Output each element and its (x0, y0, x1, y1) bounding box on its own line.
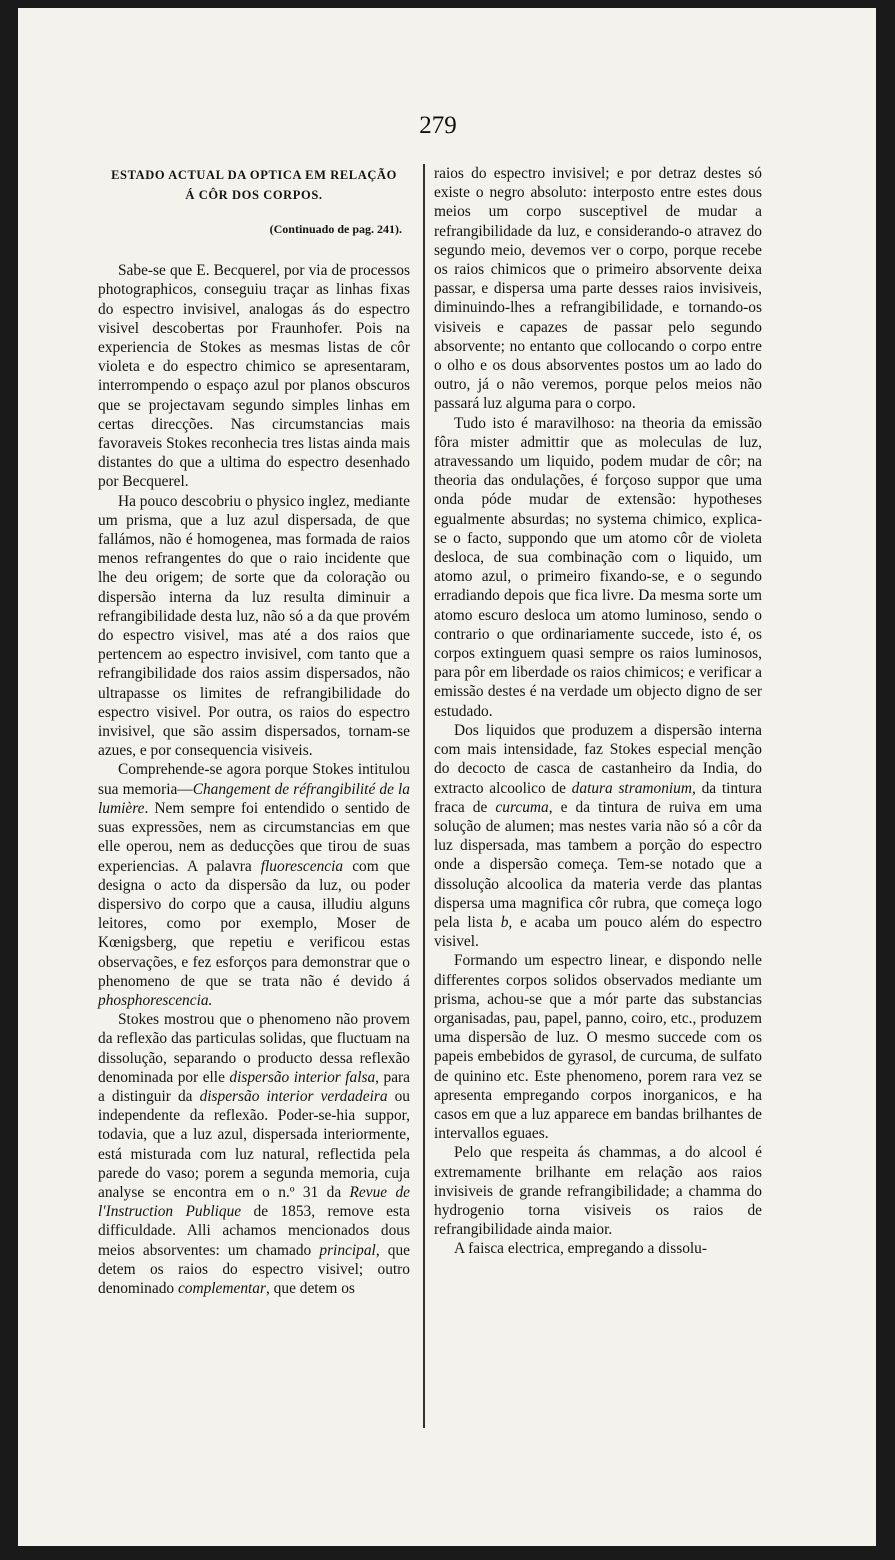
continued-note: (Continuado de pag. 241). (269, 222, 402, 236)
paragraph: Stokes mostrou que o phenomeno não provem da reflexão das particulas solidas, que fluctuam na dissolução, separando o producto dessa reflexão denominada por elle dispersão interior falsa, para a distinguir da dispersão interior verdadeira ou independente da reflexão. Poder-se-hia suppor, todavia, que a luz azul, dispersada interiormente, está misturada com luz natural, reflectida pela parede do vaso; porem a segunda memoria, cuja analyse se encontra em o n.º 31 da Revue de l'Instruction Publique de 1853, remove esta difficuldade. Alli achamos mencionados dous meios absorventes: um chamado principal, que detem os raios do espectro visivel; outro denominado complementar, que detem os (98, 1011, 411, 1297)
paragraph: Pelo que respeita ás chammas, a do alcool é extremamente brilhante em relação aos raios invisiveis de grande refrangibilidade; a chamma do hydrogenio torna visiveis os raios de refrangibilidade ainda maior. (434, 1144, 762, 1239)
right-column (434, 164, 762, 1259)
paragraph: Dos liquidos que produzem a dispersão interna com mais intensidade, faz Stokes especial menção do decocto de casca de castanheiro da India, do extracto alcoolico de datura stramonium, da tintura fraca de curcuma, e da tintura de ruiva em uma solução de alumen; mas nestes varia não só a côr da luz dispersada, mas tambem a porção do espectro onde a dispersão começa. Tem-se notado que a dissolução alcoolica da materia verde das plantas dispersa uma magnifica côr rubra, que começa logo pela lista b, e acaba um pouco além do espectro visivel. (434, 721, 763, 951)
column-divider (423, 164, 425, 1428)
paragraph: Comprehende-se agora porque Stokes intitulou sua memoria—Changement de réfrangibilité de la lumière. Nem sempre foi entendido o sentido de suas expressões, nem as circumstancias em que elle operou, nem as deducções que tirou de suas experiencias. A palavra fluorescencia com que designa o acto da dispersão da luz, ou poder dispersivo do corpo que a causa, illudiu alguns leitores, como por exemplo, Moser de Kœnigsberg, que repetiu e verificou estas observações, e fez esforços para demonstrar que o phenomeno de que se trata não é devido á phosphorescencia. (98, 761, 411, 1009)
left-column (98, 164, 410, 1298)
article-title-line-1: ESTADO ACTUAL DA OPTICA EM RELAÇÃO (111, 168, 397, 182)
paragraph: Formando um espectro linear, e dispondo nelle differentes corpos solidos observados mediante um prisma, achou-se que a mór parte das substancias organisadas, pau, papel, panno, coiro, etc., produzem uma dispersão de luz. O mesmo succede com os papeis embebidos de gyrasol, de curcuma, de sulfato de quinino etc. Este phenomeno, porem rara vez se apresenta empregando corpos inorganicos, e ha casos em que a luz apparece em bandas brilhantes de intervallos eguaes. (434, 952, 762, 1143)
page (18, 8, 876, 1546)
paragraph: A faisca electrica, empregando a dissolu- (454, 1240, 707, 1258)
page-number: 279 (419, 112, 457, 139)
paragraph: raios do espectro invisivel; e por detraz destes só existe o negro absoluto: interposto entre estes dous meios um corpo susceptivel de mudar a refrangibilidade da luz, e considerando-o atravez do segundo meio, devemos ver o corpo, porque recebe os raios chimicos que o primeiro absorvente deixa passar, e dispersa uma parte desses raios invisiveis, diminuindo-lhes a refrangibilidade, e tornando-os visiveis e capazes de passar pelo segundo absorvente; no entanto que collocando o corpo entre o olho e os dous absorventes postos um ao lado do outro, já o não veremos, porque pelos meios não passará luz alguma para o corpo. (434, 165, 762, 413)
paragraph: Ha pouco descobriu o physico inglez, mediante um prisma, que a luz azul dispersada, de que fallámos, não é homogenea, mas formada de raios menos refrangentes do que o raio incidente que lhe deu origem; de sorte que da coloração ou dispersão interna da luz resulta diminuir a refrangibilidade desta luz, não só a da que provém do espectro visivel, mas até a dos raios que pertencem ao espectro invisivel, com tanto que a refrangibilidade dos raios assim dispersados, não ultrapasse os limites de refrangibilidade do espectro visivel. Por outra, os raios do espectro invisivel, que são assim dispersados, tornam-se azues, e por consequencia visiveis. (98, 492, 410, 760)
paragraph: Sabe-se que E. Becquerel, por via de processos photographicos, conseguiu traçar as linhas fixas do espectro invisivel, analogas ás do espectro visivel descobertas por Fraunhofer. Pois na experiencia de Stokes as mesmas listas de côr violeta e do espectro chimico se apresentaram, interrompendo o espaço azul por planos obscuros que se projectavam segundo simples linhas em certas direcções. Nas circumstancias mais favoraveis Stokes reconhecia tres listas ainda mais distantes do que a ultima do espectro desenhado por Becquerel. (98, 262, 410, 491)
article-title-line-2: Á CÔR DOS CORPOS. (185, 188, 323, 202)
paragraph: Tudo isto é maravilhoso: na theoria da emissão fôra mister admittir que as moleculas de luz, atravessando um liquido, podem mudar de côr; na theoria das ondulações, é forçoso suppor que uma onda póde mudar de extensão: hypotheses egualmente absurdas; no systema chimico, explica-se o facto, suppondo que um atomo côr de violeta desloca, de sua combinação com o liquido, um atomo azul, o primeiro fixando-se, e o segundo erradiando depois que fica livre. Da mesma sorte um atomo escuro desloca um atomo luminoso, sendo o contrario o que ordinariamente succede, isto é, os corpos extinguem quasi sempre os raios luminosos, para pôr em liberdade os raios chimicos; e verificar a emissão destes é na verdade um objecto digno de ser estudado. (434, 414, 762, 720)
